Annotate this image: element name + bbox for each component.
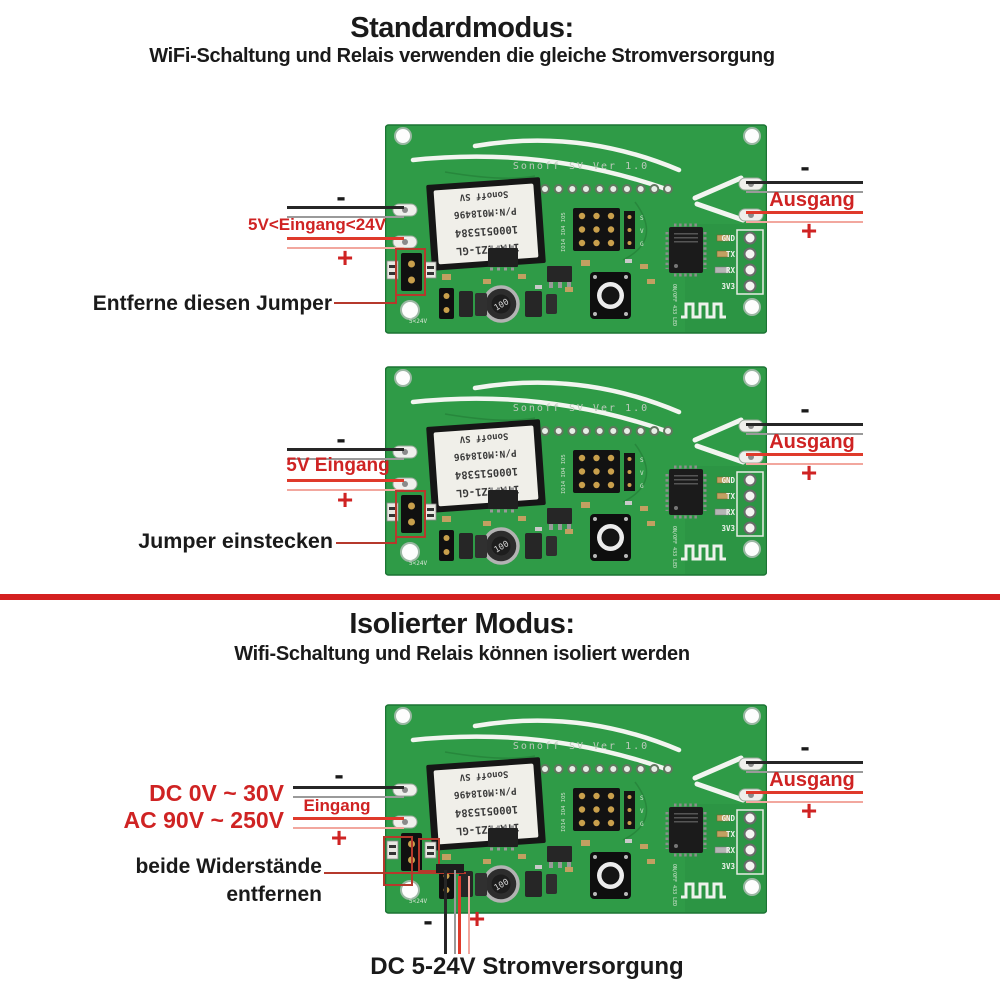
board1-jumper-highlight-box [395, 248, 426, 296]
isolated-mode-title: Isolierter Modus: [349, 608, 575, 640]
board2-input-minus: - [336, 423, 346, 454]
standard-mode-title: Standardmodus: [350, 12, 574, 44]
standard-mode-subtitle: WiFi-Schaltung und Relais verwenden die gleiche Stromversorgung [149, 45, 775, 67]
board3-output-plus: + [800, 795, 818, 826]
board3-resistor-highlight-box-left [383, 836, 413, 886]
board1-output-label: Ausgang [769, 189, 855, 211]
board3-input-range-ac: AC 90V ~ 250V [123, 807, 284, 833]
board2-input-label: 5V Eingang [286, 455, 390, 476]
board1-output-plus: + [800, 215, 818, 246]
board2-output-plus: + [800, 457, 818, 488]
board2-output-minus: - [800, 393, 810, 424]
board3-supply-wire-negative [444, 870, 456, 954]
board2-jumper-highlight-box [395, 490, 426, 538]
board1-jumper-note: Entferne diesen Jumper [92, 292, 332, 315]
board2-input-plus: + [336, 484, 354, 515]
board3-supply-plus: + [468, 903, 486, 934]
board3-input-minus: - [334, 759, 344, 790]
board3-resistor-note [80, 853, 322, 909]
isolated-mode-subtitle: Wifi-Schaltung und Relais können isoliert werden [234, 643, 690, 665]
board3-supply-caption: DC 5-24V Stromversorgung [370, 953, 684, 980]
board1-input-label: 5V<Eingang<24V [248, 215, 386, 234]
pcb-board-1 [385, 124, 767, 334]
board3-resistor-note-line2: entfernen [226, 883, 322, 906]
board2-note-connector-line [336, 542, 396, 544]
board1-output-minus: - [800, 151, 810, 182]
section-divider [0, 594, 1000, 600]
board1-note-connector-line [334, 302, 396, 304]
board3-input-plus: + [330, 822, 348, 853]
board3-supply-minus: - [423, 905, 433, 936]
board3-input-range-dc: DC 0V ~ 30V [149, 780, 284, 806]
board3-output-minus: - [800, 731, 810, 762]
pcb-board-2 [385, 366, 767, 576]
board2-jumper-note: Jumper einstecken [138, 529, 333, 553]
board3-input-label: Eingang [303, 796, 371, 815]
pcb-board-3 [385, 704, 767, 914]
board2-output-label: Ausgang [769, 431, 855, 453]
board3-resistor-note-line1: beide Widerstände [135, 855, 322, 878]
board1-input-minus: - [336, 181, 346, 212]
board1-input-plus: + [336, 242, 354, 273]
board3-output-label: Ausgang [769, 769, 855, 791]
